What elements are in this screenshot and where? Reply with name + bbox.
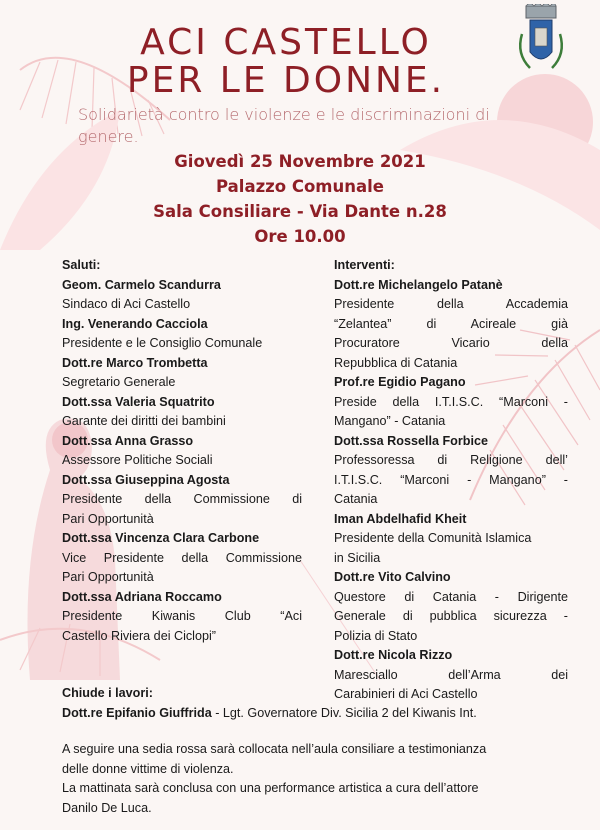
speaker-name: Dott.re Michelangelo Patanè [334,277,503,292]
speaker-role: Castello Riviera dei Ciclopi” [62,628,216,643]
footer-line: A seguire una sedia rossa sarà collocata nell’aula consiliare a testimonianza [62,742,487,756]
speaker-name: Dott.ssa Vincenza Clara Carbone [62,531,260,545]
footer-notes [62,740,582,818]
speaker-role: Presidente della Commissione di [62,492,302,506]
speaker-role: Assessore Politiche Sociali [62,453,213,467]
speaker-role: Presidente e le Consiglio Comunale [62,336,263,350]
speaker-role: Pari Opportunità [62,570,154,584]
speaker-role: Segretario Generale [62,375,176,389]
speaker-name: Prof.re Egidio Pagano [334,375,466,389]
speaker-role: Pari Opportunità [62,511,154,526]
speaker-name: Dott.ssa Rossella Forbice [334,433,488,448]
speaker-role: Professoressa di Religione dell’ [334,453,568,467]
footer-line: La mattinata sarà conclusa con una performance artistica a cura dell’attore [62,781,479,795]
event-subtitle: Solidarietà contro le violenze e le discriminazioni di genere. [78,105,490,146]
speaker-name: Dott.ssa Giuseppina Agosta [62,472,230,487]
speaker-role: Presidente della Accademia [334,297,568,311]
speaker-name: Iman Abdelhafid Kheit [334,511,467,526]
footer-line: delle donne vittime di violenza. [62,761,234,776]
speaker-role: Preside della I.T.I.S.C. “Marconi - [334,394,568,409]
speaker-role: Polizia di Stato [334,628,418,643]
page-title-line2: PER LE DONNE. [126,60,446,101]
interventi-column [334,256,568,705]
event-date: Giovedì 25 Novembre 2021 [174,152,426,171]
speaker-role: Sindaco di Aci Castello [62,297,191,311]
speaker-role: Procuratore Vicario della [334,336,568,350]
speaker-name: Geom. Carmelo Scandurra [62,277,221,292]
speaker-role: Questore di Catania - Dirigente [334,589,568,604]
event-time: Ore 10.00 [254,227,346,246]
closing-section [62,684,582,723]
speaker-name: Ing. Venerando Cacciola [62,316,208,331]
closing-speaker-name: Dott.re Epifanio Giuffrida [62,705,212,720]
speaker-role: Generale di pubblica sicurezza - [334,609,568,623]
event-venue: Palazzo Comunale [216,177,384,196]
speaker-name: Dott.re Nicola Rizzo [334,648,453,662]
closing-speaker-role: - Lgt. Governatore Div. Sicilia 2 del Kiwanis Int. [211,705,477,720]
speaker-role: Repubblica di Catania [334,355,458,370]
page-title-line1: ACI CASTELLO [140,22,432,63]
speaker-name: Dott.ssa Anna Grasso [62,433,194,448]
speaker-name: Dott.re Vito Calvino [334,570,451,584]
footer-line: Danilo De Luca. [62,800,152,815]
speaker-name: Dott.ssa Adriana Roccamo [62,589,222,604]
speaker-name: Dott.re Marco Trombetta [62,355,208,370]
speaker-role: Presidente della Comunità Islamica [334,531,532,545]
saluti-column [62,256,302,646]
speaker-role: “Zelantea” di Acireale già [334,316,568,331]
event-room: Sala Consiliare - Via Dante n.28 [153,202,447,221]
speaker-role: Garante dei diritti dei bambini [62,414,226,428]
speaker-name: Dott.ssa Valeria Squatrito [62,394,215,409]
saluti-heading: Saluti: [62,258,101,272]
speaker-role: Carabinieri di Aci Castello [334,687,478,701]
speaker-role: Presidente Kiwanis Club “Aci [62,609,302,623]
interventi-heading: Interventi: [334,258,395,272]
speaker-role: I.T.I.S.C. “Marconi - Mangano” - [334,472,568,487]
speaker-role: in Sicilia [334,550,381,565]
speaker-role: Vice Presidente della Commissione [62,550,302,565]
speaker-role: Mangano” - Catania [334,414,446,428]
closing-heading: Chiude i lavori: [62,686,153,700]
speaker-role: Catania [334,492,378,506]
speaker-role: Maresciallo dell’Arma dei [334,667,568,682]
